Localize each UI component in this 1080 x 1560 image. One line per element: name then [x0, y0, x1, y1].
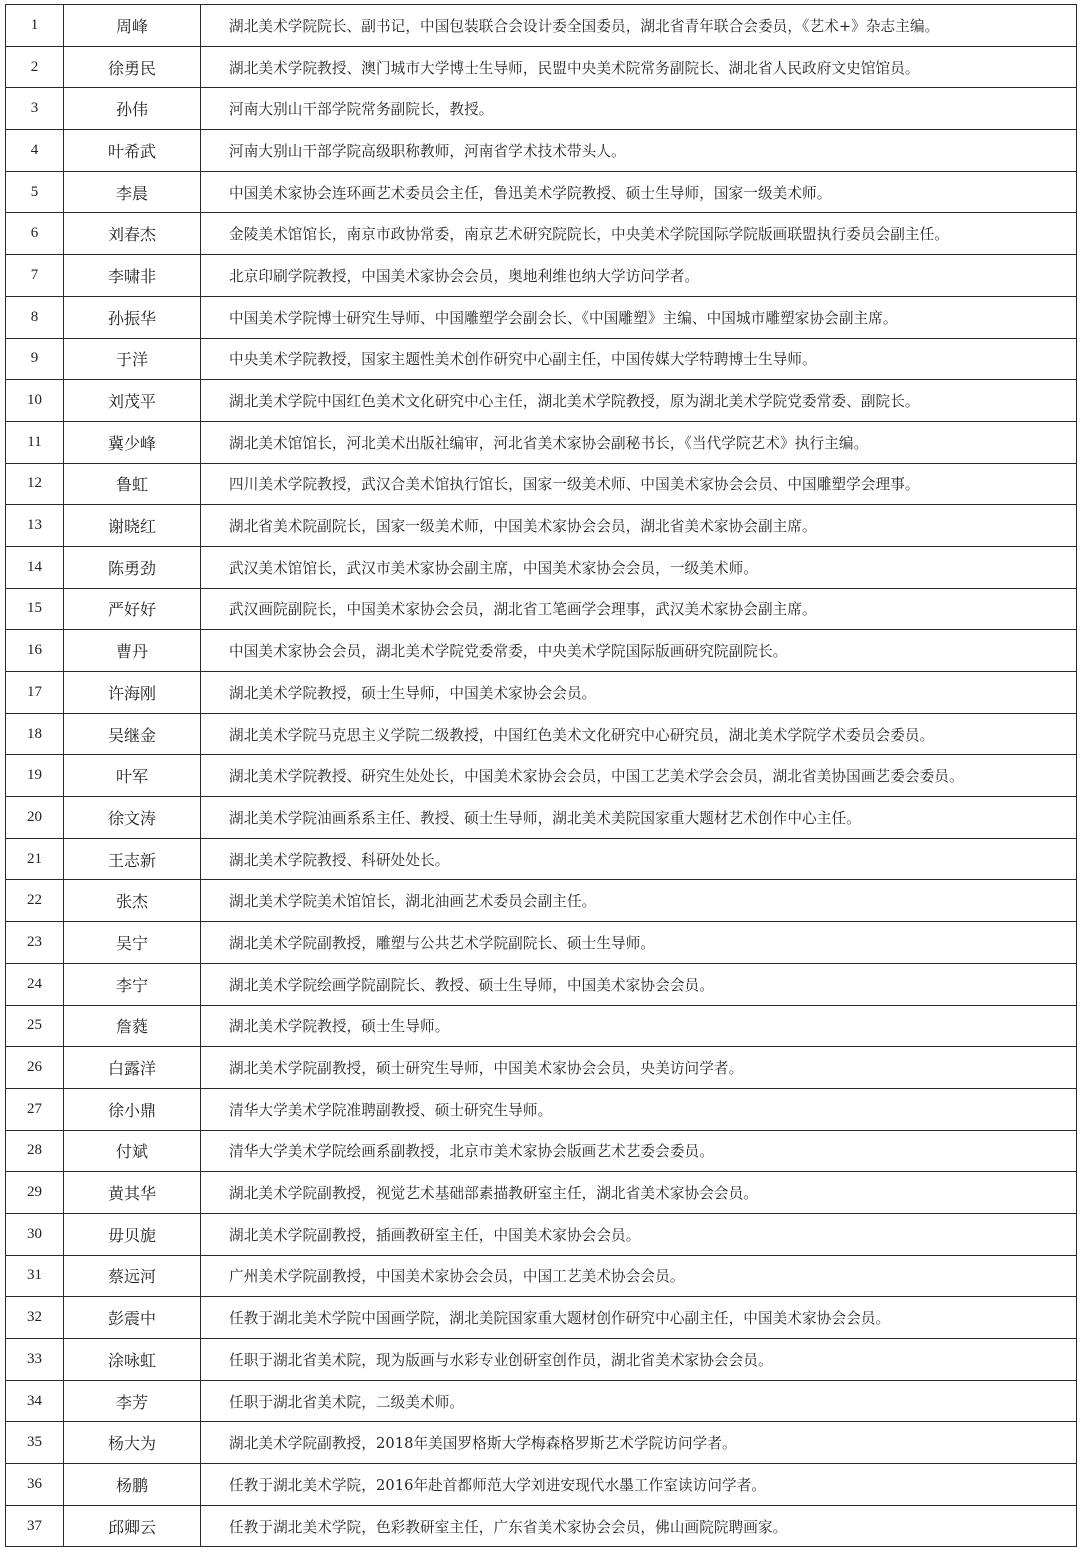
table-row: [6, 1130, 1077, 1172]
table-row: [6, 1339, 1077, 1381]
table-row: [6, 1047, 1077, 1089]
row-number: 23: [6, 922, 64, 964]
member-description: 中央美术学院教授，国家主题性美术创作研究中心副主任，中国传媒大学特聘博士生导师。: [201, 338, 1077, 380]
row-number: 9: [6, 338, 64, 380]
member-description: 河南大别山干部学院常务副院长，教授。: [201, 88, 1077, 130]
member-description: 武汉美术馆馆长，武汉市美术家协会副主席，中国美术家协会会员，一级美术师。: [201, 546, 1077, 588]
table-row: [6, 505, 1077, 547]
table-row: [6, 46, 1077, 88]
member-description: 中国美术学院博士研究生导师、中国雕塑学会副会长、《中国雕塑》主编、中国城市雕塑家协会副主席。: [201, 296, 1077, 338]
row-number: 32: [6, 1297, 64, 1339]
member-description: 任职于湖北省美术院，现为版画与水彩专业创研室创作员，湖北省美术家协会会员。: [201, 1339, 1077, 1381]
member-description: 湖北美术学院中国红色美术文化研究中心主任，湖北美术学院教授，原为湖北美术学院党委常委、副院长。: [201, 380, 1077, 422]
member-name: 陈勇劲: [64, 546, 201, 588]
row-number: 13: [6, 505, 64, 547]
row-number: 12: [6, 463, 64, 505]
row-number: 1: [6, 5, 64, 47]
member-name: 徐小鼎: [64, 1088, 201, 1130]
member-table: [5, 4, 1077, 1547]
table-row: [6, 963, 1077, 1005]
row-number: 11: [6, 421, 64, 463]
row-number: 26: [6, 1047, 64, 1089]
member-name: 张杰: [64, 880, 201, 922]
row-number: 16: [6, 630, 64, 672]
member-description: 湖北美术学院副教授，视觉艺术基础部素描教研室主任，湖北省美术家协会会员。: [201, 1172, 1077, 1214]
table-row: [6, 171, 1077, 213]
row-number: 6: [6, 213, 64, 255]
row-number: 34: [6, 1380, 64, 1422]
row-number: 31: [6, 1255, 64, 1297]
member-name: 刘春杰: [64, 213, 201, 255]
row-number: 22: [6, 880, 64, 922]
table-row: [6, 1213, 1077, 1255]
member-description: 湖北美术学院绘画学院副院长、教授、硕士生导师，中国美术家协会会员。: [201, 963, 1077, 1005]
member-name: 白露洋: [64, 1047, 201, 1089]
member-description: 湖北美术学院马克思主义学院二级教授，中国红色美术文化研究中心研究员，湖北美术学院学术委员会委员。: [201, 713, 1077, 755]
member-description: 清华大学美术学院准聘副教授、硕士研究生导师。: [201, 1088, 1077, 1130]
row-number: 28: [6, 1130, 64, 1172]
member-description: 中国美术家协会连环画艺术委员会主任，鲁迅美术学院教授、硕士生导师，国家一级美术师。: [201, 171, 1077, 213]
member-name: 严好好: [64, 588, 201, 630]
table-row: [6, 296, 1077, 338]
member-name: 孙伟: [64, 88, 201, 130]
table-row: [6, 1088, 1077, 1130]
row-number: 36: [6, 1464, 64, 1506]
row-number: 19: [6, 755, 64, 797]
member-name: 曹丹: [64, 630, 201, 672]
member-description: 湖北省美术院副院长，国家一级美术师，中国美术家协会会员，湖北省美术家协会副主席。: [201, 505, 1077, 547]
table-row: [6, 1255, 1077, 1297]
table-row: [6, 5, 1077, 47]
member-description: 湖北美术学院院长、副书记，中国包装联合会设计委全国委员，湖北省青年联合会委员，《艺术+》杂志主编。: [201, 5, 1077, 47]
member-description: 湖北美术学院教授，硕士生导师，中国美术家协会会员。: [201, 672, 1077, 714]
member-description: 任教于湖北美术学院，2016年赴首都师范大学刘进安现代水墨工作室读访问学者。: [201, 1464, 1077, 1506]
member-description: 武汉画院副院长，中国美术家协会会员，湖北省工笔画学会理事，武汉美术家协会副主席。: [201, 588, 1077, 630]
table-row: [6, 1380, 1077, 1422]
member-name: 毋贝旎: [64, 1213, 201, 1255]
member-name: 叶希武: [64, 130, 201, 172]
table-row: [6, 588, 1077, 630]
table-row: [6, 880, 1077, 922]
row-number: 4: [6, 130, 64, 172]
member-name: 刘茂平: [64, 380, 201, 422]
member-name: 李宁: [64, 963, 201, 1005]
member-description: 中国美术家协会会员，湖北美术学院党委常委，中央美术学院国际版画研究院副院长。: [201, 630, 1077, 672]
member-name: 鲁虹: [64, 463, 201, 505]
row-number: 18: [6, 713, 64, 755]
row-number: 30: [6, 1213, 64, 1255]
member-name: 李芳: [64, 1380, 201, 1422]
row-number: 37: [6, 1505, 64, 1547]
member-description: 河南大别山干部学院高级职称教师，河南省学术技术带头人。: [201, 130, 1077, 172]
member-description: 湖北美术学院副教授，硕士研究生导师，中国美术家协会会员，央美访问学者。: [201, 1047, 1077, 1089]
member-name: 彭震中: [64, 1297, 201, 1339]
member-description: 任职于湖北省美术院，二级美术师。: [201, 1380, 1077, 1422]
member-description: 湖北美术馆馆长，河北美术出版社编审，河北省美术家协会副秘书长，《当代学院艺术》执行主编。: [201, 421, 1077, 463]
row-number: 15: [6, 588, 64, 630]
row-number: 21: [6, 838, 64, 880]
member-name: 徐勇民: [64, 46, 201, 88]
member-name: 吴宁: [64, 922, 201, 964]
row-number: 7: [6, 255, 64, 297]
member-name: 许海刚: [64, 672, 201, 714]
table-row: [6, 255, 1077, 297]
member-name: 詹蕤: [64, 1005, 201, 1047]
row-number: 17: [6, 672, 64, 714]
member-name: 冀少峰: [64, 421, 201, 463]
member-description: 湖北美术学院油画系系主任、教授、硕士生导师，湖北美术美院国家重大题材艺术创作中心主任。: [201, 797, 1077, 839]
member-table-body: [6, 5, 1077, 1547]
member-name: 徐文涛: [64, 797, 201, 839]
member-name: 孙振华: [64, 296, 201, 338]
table-row: [6, 672, 1077, 714]
member-description: 湖北美术学院教授、科研处处长。: [201, 838, 1077, 880]
table-row: [6, 1172, 1077, 1214]
member-description: 广州美术学院副教授，中国美术家协会会员，中国工艺美术协会会员。: [201, 1255, 1077, 1297]
member-name: 杨大为: [64, 1422, 201, 1464]
table-row: [6, 546, 1077, 588]
table-row: [6, 922, 1077, 964]
row-number: 14: [6, 546, 64, 588]
row-number: 25: [6, 1005, 64, 1047]
member-name: 叶军: [64, 755, 201, 797]
table-row: [6, 755, 1077, 797]
table-row: [6, 1297, 1077, 1339]
member-description: 湖北美术学院教授，硕士生导师。: [201, 1005, 1077, 1047]
member-name: 涂咏虹: [64, 1339, 201, 1381]
member-name: 周峰: [64, 5, 201, 47]
table-row: [6, 1464, 1077, 1506]
row-number: 2: [6, 46, 64, 88]
row-number: 5: [6, 171, 64, 213]
table-row: [6, 338, 1077, 380]
member-description: 四川美术学院教授，武汉合美术馆执行馆长，国家一级美术师、中国美术家协会会员、中国雕塑学会理事。: [201, 463, 1077, 505]
table-row: [6, 1005, 1077, 1047]
member-name: 蔡远河: [64, 1255, 201, 1297]
member-name: 吴继金: [64, 713, 201, 755]
table-row: [6, 463, 1077, 505]
member-name: 邱卿云: [64, 1505, 201, 1547]
member-description: 湖北美术学院副教授，2018年美国罗格斯大学梅森格罗斯艺术学院访问学者。: [201, 1422, 1077, 1464]
table-row: [6, 1505, 1077, 1547]
member-description: 任教于湖北美术学院中国画学院，湖北美院国家重大题材创作研究中心副主任，中国美术家协会会员。: [201, 1297, 1077, 1339]
row-number: 27: [6, 1088, 64, 1130]
table-row: [6, 1422, 1077, 1464]
member-description: 湖北美术学院教授、澳门城市大学博士生导师，民盟中央美术院常务副院长、湖北省人民政府文史馆馆员。: [201, 46, 1077, 88]
member-name: 黄其华: [64, 1172, 201, 1214]
row-number: 10: [6, 380, 64, 422]
table-row: [6, 88, 1077, 130]
table-row: [6, 713, 1077, 755]
table-row: [6, 213, 1077, 255]
row-number: 33: [6, 1339, 64, 1381]
member-description: 清华大学美术学院绘画系副教授，北京市美术家协会版画艺术艺委会委员。: [201, 1130, 1077, 1172]
member-description: 湖北美术学院副教授，插画教研室主任，中国美术家协会会员。: [201, 1213, 1077, 1255]
member-name: 付斌: [64, 1130, 201, 1172]
table-row: [6, 630, 1077, 672]
row-number: 20: [6, 797, 64, 839]
table-row: [6, 797, 1077, 839]
row-number: 29: [6, 1172, 64, 1214]
member-description: 任教于湖北美术学院，色彩教研室主任，广东省美术家协会会员，佛山画院院聘画家。: [201, 1505, 1077, 1547]
table-row: [6, 838, 1077, 880]
table-row: [6, 421, 1077, 463]
table-row: [6, 130, 1077, 172]
member-description: 湖北美术学院美术馆馆长，湖北油画艺术委员会副主任。: [201, 880, 1077, 922]
member-table-container: [5, 4, 1076, 1547]
member-description: 湖北美术学院副教授，雕塑与公共艺术学院副院长、硕士生导师。: [201, 922, 1077, 964]
member-description: 金陵美术馆馆长，南京市政协常委，南京艺术研究院院长，中央美术学院国际学院版画联盟执行委员会副主任。: [201, 213, 1077, 255]
member-description: 湖北美术学院教授、研究生处处长，中国美术家协会会员，中国工艺美术学会会员，湖北省美协国画艺委会委员。: [201, 755, 1077, 797]
row-number: 35: [6, 1422, 64, 1464]
member-name: 王志新: [64, 838, 201, 880]
member-name: 于洋: [64, 338, 201, 380]
member-name: 杨鹏: [64, 1464, 201, 1506]
member-description: 北京印刷学院教授，中国美术家协会会员，奥地利维也纳大学访问学者。: [201, 255, 1077, 297]
table-row: [6, 380, 1077, 422]
row-number: 24: [6, 963, 64, 1005]
member-name: 李晨: [64, 171, 201, 213]
row-number: 3: [6, 88, 64, 130]
member-name: 李啸非: [64, 255, 201, 297]
member-name: 谢晓红: [64, 505, 201, 547]
row-number: 8: [6, 296, 64, 338]
